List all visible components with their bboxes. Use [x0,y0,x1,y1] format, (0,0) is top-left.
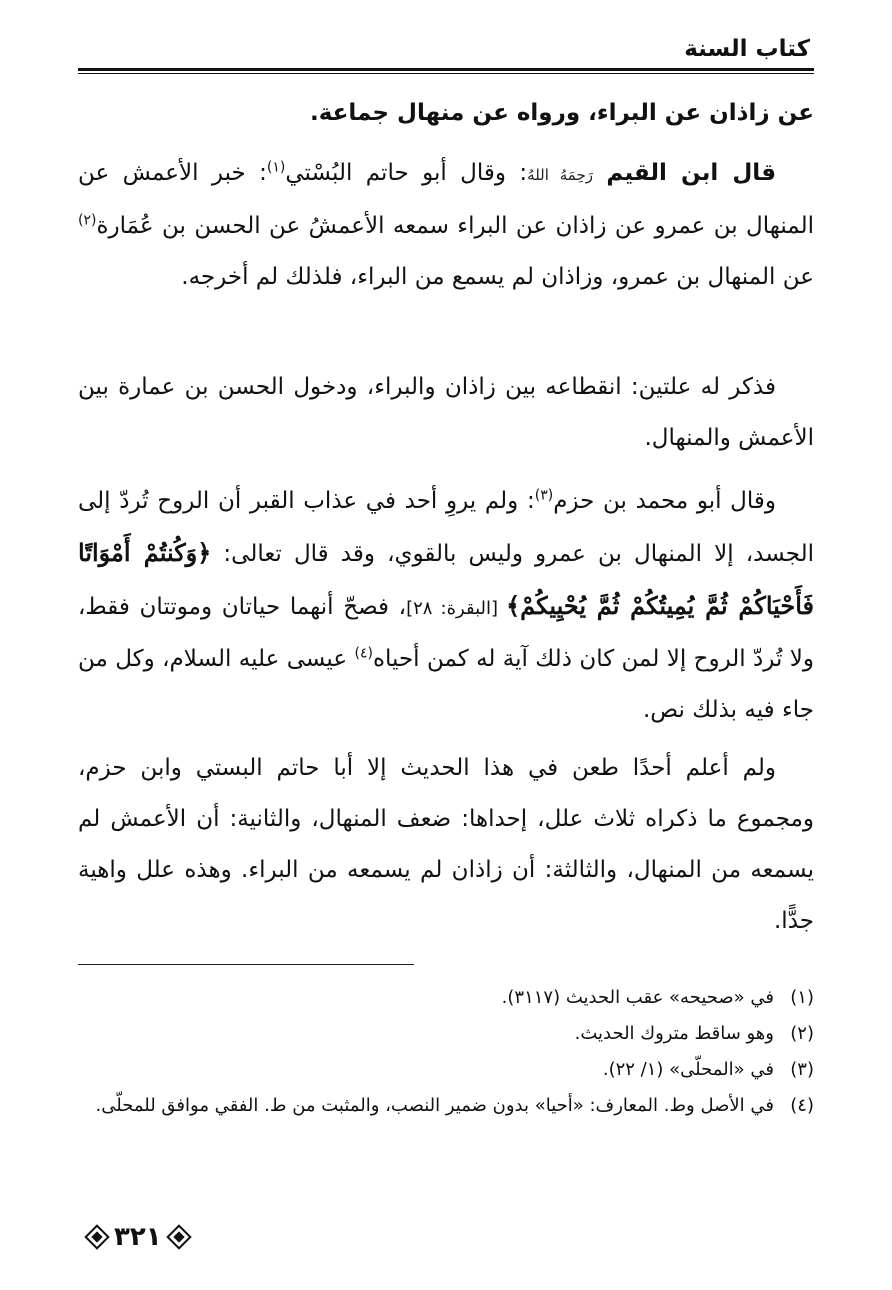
paragraph-two-defects: فذكر له علتين: انقطاعه بين زاذان والبراء، ودخول الحسن بن عمارة بين الأعمش والمنهال. [78,374,814,451]
footnote-text: في «صحيحه» عقب الحديث (٣١١٧). [501,987,774,1008]
ornament-icon [166,1224,191,1249]
running-header-title: كتاب السنة [684,36,810,62]
paragraph-text: : وقال أبو حاتم البُسْتي [285,160,528,186]
footnote-ref[interactable]: (٣) [534,487,554,504]
verse-reference: [البقرة: ٢٨] [406,598,507,619]
quran-verse: ﴿وَكُنتُمْ أَمْوَاتًا فَأَحْيَاكُمْ ثُمَّ يُمِيتُكُمْ ثُمَّ يُحْيِيكُمْ﴾ [78,538,814,620]
footnotes-section [78,980,814,1124]
paragraph-ibn-qayyim [78,148,814,303]
paragraph-text: : خبر الأعمش عن المنهال بن عمرو عن زاذان عن البراء سمعه الأعمشُ عن الحسن بن عُمَارة [78,160,814,239]
header-rule [78,68,814,71]
paragraph-ibn-hazm [78,476,814,736]
footnote-item [78,1088,814,1124]
paragraph-continuation: عن زاذان عن البراء، ورواه عن منهال جماعة. [309,100,814,126]
footnote-number: (٤) [790,1095,814,1116]
footnote-item [78,1052,814,1088]
paragraph-text: ، فصحّ أنهما حياتان وموتتان فقط، ولا تُردّ الروح إلا لمن كان ذلك آية له كمن أحياه [78,594,814,672]
paragraph-text: عن المنهال بن عمرو، وزاذان لم يسمع من البراء، فلذلك لم أخرجه. [181,264,814,290]
footnote-ref[interactable]: (٢) [78,212,97,229]
paragraph-text: : ولم يروِ أحد في عذاب القبر أن الروح تُردّ إلى الجسد، إلا المنهال بن عمرو وليس بالقوي، وقد قال تعالى: [78,488,814,567]
paragraph-text: وقال أبو محمد بن حزم [553,488,776,514]
paragraph-text: عيسى عليه السلام، وكل من جاء فيه بذلك نص. [78,646,814,723]
footnote-number: (١) [790,987,814,1008]
footnote-ref[interactable]: (٤) [354,645,373,662]
footnote-number: (٢) [790,1023,814,1044]
footnote-item [78,1016,814,1052]
footnote-text: وهو ساقط متروك الحديث. [574,1023,774,1044]
page-number: ٣٢١ [114,1222,162,1252]
footnote-number: (٣) [790,1059,814,1080]
paragraph-conclusion: ولم أعلم أحدًا طعن في هذا الحديث إلا أبا حاتم البستي وابن حزم، ومجموع ما ذكراه ثلاث علل، إحداها: ضعف المنهال، والثانية: أن الأعمش لم يسمعه من المنهال، والثالثة: أن زاذان لم يسمعه من البراء. وهذه علل واهية جدًّا. [78,755,814,934]
header-rule-secondary [78,73,814,74]
footnote-item [78,980,814,1016]
page-number-block [80,1222,196,1252]
speaker-name: قال ابن القيم [606,160,776,186]
honorific-phrase: رَحِمَهُ اللهُ [527,166,593,184]
footnote-ref[interactable]: (١) [266,159,286,176]
ornament-icon [84,1224,109,1249]
footnote-text: في الأصل وط. المعارف: «أحيا» بدون ضمير النصب، والمثبت من ط. الفقي موافق للمحلّى. [95,1095,774,1116]
footnote-text: في «المحلّى» (١/ ٢٢). [602,1059,774,1080]
footnote-separator [78,964,414,965]
